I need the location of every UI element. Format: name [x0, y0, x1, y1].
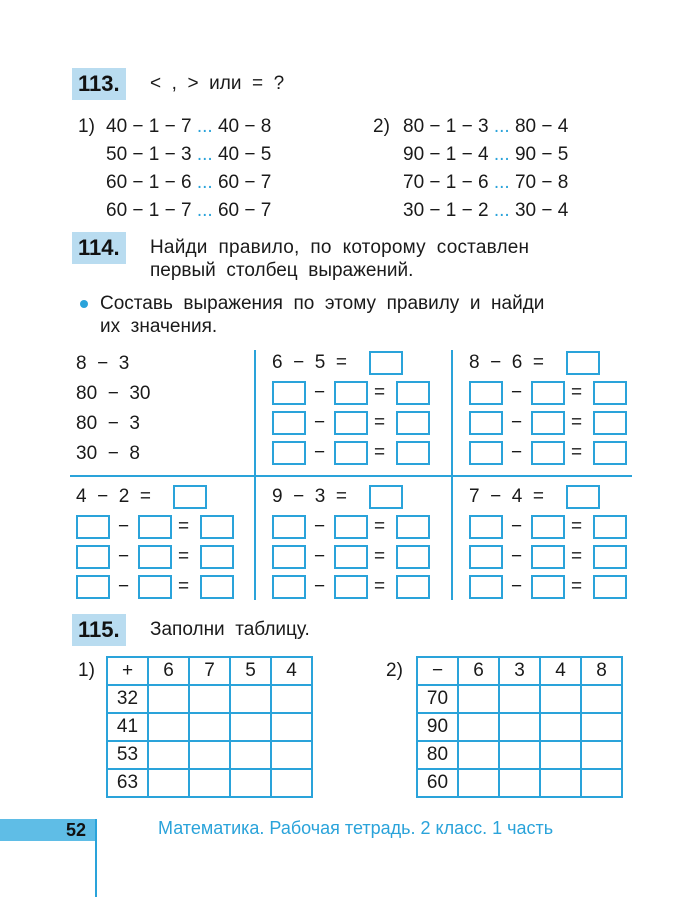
expression-left: 90 − 1 − 4 — [403, 144, 489, 165]
table-answer-cell[interactable] — [148, 741, 189, 769]
equals-sign: = — [178, 576, 190, 597]
input-box-subtrahend[interactable] — [334, 411, 368, 435]
cell-expression: 8 − 6 = — [469, 352, 544, 373]
minus-sign: − — [118, 516, 130, 537]
task-114-number: 114. — [72, 232, 126, 264]
minus-sign: − — [118, 546, 130, 567]
table-1 — [106, 656, 313, 798]
input-box-subtrahend[interactable] — [334, 515, 368, 539]
equals-sign: = — [571, 516, 583, 537]
input-box-minuend[interactable] — [272, 515, 306, 539]
input-box-minuend[interactable] — [469, 575, 503, 599]
cell-expression: 4 − 2 = — [76, 486, 151, 507]
comparison-placeholder[interactable]: ... — [196, 144, 213, 165]
input-box-subtrahend[interactable] — [138, 515, 172, 539]
input-box-subtrahend[interactable] — [138, 575, 172, 599]
input-box-minuend[interactable] — [469, 441, 503, 465]
table-row-header: 41 — [107, 713, 148, 741]
table-answer-cell[interactable] — [458, 713, 499, 741]
comparison-placeholder[interactable]: ... — [493, 116, 510, 137]
table-answer-cell[interactable] — [189, 741, 230, 769]
task-114-bullet-line2: их значения. — [100, 316, 218, 337]
task-113-prompt: < , > или = ? — [150, 73, 285, 94]
table-answer-cell[interactable] — [230, 685, 271, 713]
table-answer-cell[interactable] — [540, 769, 581, 797]
table-answer-cell[interactable] — [271, 741, 312, 769]
input-box-result[interactable] — [396, 381, 430, 405]
minus-sign: − — [314, 576, 326, 597]
sample-expression: 30 − 8 — [76, 443, 140, 464]
equals-sign: = — [571, 546, 583, 567]
expression-left: 50 − 1 − 3 — [106, 144, 192, 165]
minus-sign: − — [314, 442, 326, 463]
table-answer-cell[interactable] — [271, 713, 312, 741]
expression-left: 70 − 1 − 6 — [403, 172, 489, 193]
expression-right: 40 − 8 — [217, 116, 272, 137]
equals-sign: = — [374, 546, 386, 567]
input-box-result[interactable] — [200, 575, 234, 599]
table-answer-cell[interactable] — [148, 685, 189, 713]
table-answer-cell[interactable] — [499, 769, 540, 797]
table-answer-cell[interactable] — [540, 713, 581, 741]
answer-box[interactable] — [369, 485, 403, 509]
minus-sign: − — [314, 516, 326, 537]
task-113-col2-row — [403, 114, 568, 140]
minus-sign: − — [511, 546, 523, 567]
table-row-header: 80 — [417, 741, 458, 769]
input-box-minuend[interactable] — [469, 545, 503, 569]
task-113-col2-row — [403, 170, 568, 196]
table-row-header: 60 — [417, 769, 458, 797]
task-113-number: 113. — [72, 68, 126, 100]
equals-sign: = — [374, 516, 386, 537]
table-2-label: 2) — [386, 660, 403, 681]
task-115-prompt: Заполни таблицу. — [150, 619, 310, 640]
table-answer-cell[interactable] — [271, 769, 312, 797]
input-box-minuend[interactable] — [272, 575, 306, 599]
table-answer-cell[interactable] — [230, 741, 271, 769]
equals-sign: = — [178, 546, 190, 567]
answer-box[interactable] — [369, 351, 403, 375]
equals-sign: = — [571, 576, 583, 597]
input-box-result[interactable] — [396, 441, 430, 465]
table-answer-cell[interactable] — [499, 741, 540, 769]
input-box-result[interactable] — [396, 411, 430, 435]
input-box-subtrahend[interactable] — [531, 515, 565, 539]
sample-expression: 80 − 30 — [76, 383, 151, 404]
table-operator: − — [417, 657, 458, 685]
cell-expression: 6 − 5 = — [272, 352, 347, 373]
comparison-placeholder[interactable]: ... — [493, 200, 510, 221]
table-answer-cell[interactable] — [458, 685, 499, 713]
table-answer-cell[interactable] — [499, 713, 540, 741]
input-box-subtrahend[interactable] — [531, 411, 565, 435]
input-box-subtrahend[interactable] — [531, 441, 565, 465]
input-box-result[interactable] — [396, 545, 430, 569]
expression-left: 80 − 1 − 3 — [403, 116, 489, 137]
comparison-placeholder[interactable]: ... — [196, 116, 213, 137]
expression-right: 60 − 7 — [217, 172, 272, 193]
table-2 — [416, 656, 623, 798]
input-box-subtrahend[interactable] — [138, 545, 172, 569]
expression-right: 90 − 5 — [514, 144, 569, 165]
bullet-icon — [80, 300, 88, 308]
sample-expression: 80 − 3 — [76, 413, 140, 434]
input-box-minuend[interactable] — [272, 441, 306, 465]
input-box-minuend[interactable] — [76, 575, 110, 599]
table-column-header: 4 — [271, 657, 312, 685]
input-box-subtrahend[interactable] — [531, 575, 565, 599]
task-114-text-line1: Найди правило, по которому составлен — [150, 237, 530, 258]
table-1-label: 1) — [78, 660, 95, 681]
input-box-subtrahend[interactable] — [531, 545, 565, 569]
expression-right: 30 − 4 — [514, 200, 569, 221]
table-row-header: 32 — [107, 685, 148, 713]
task-113-col1-row — [106, 142, 271, 168]
input-box-subtrahend[interactable] — [334, 381, 368, 405]
input-box-result[interactable] — [593, 575, 627, 599]
input-box-result[interactable] — [396, 515, 430, 539]
table-answer-cell[interactable] — [581, 685, 622, 713]
cell-expression: 7 − 4 = — [469, 486, 544, 507]
task-115-number: 115. — [72, 614, 126, 646]
table-row-header: 70 — [417, 685, 458, 713]
input-box-minuend[interactable] — [469, 515, 503, 539]
minus-sign: − — [314, 546, 326, 567]
minus-sign: − — [511, 412, 523, 433]
task-113-col1-row — [106, 198, 271, 224]
table-answer-cell[interactable] — [271, 685, 312, 713]
answer-box[interactable] — [566, 485, 600, 509]
task-113-col1-row — [106, 114, 271, 140]
table-answer-cell[interactable] — [540, 741, 581, 769]
table-row-header: 53 — [107, 741, 148, 769]
table-answer-cell[interactable] — [581, 769, 622, 797]
expression-right: 80 − 4 — [514, 116, 569, 137]
input-box-minuend[interactable] — [272, 545, 306, 569]
table-answer-cell[interactable] — [189, 685, 230, 713]
task-113-col1-label: 1) — [78, 116, 95, 137]
comparison-placeholder[interactable]: ... — [196, 172, 213, 193]
expression-left: 40 − 1 − 7 — [106, 116, 192, 137]
minus-sign: − — [511, 516, 523, 537]
expression-right: 70 − 8 — [514, 172, 569, 193]
input-box-result[interactable] — [593, 441, 627, 465]
table-row-header: 90 — [417, 713, 458, 741]
input-box-subtrahend[interactable] — [334, 575, 368, 599]
grid-divider-horizontal — [70, 475, 632, 477]
expression-left: 60 − 1 − 7 — [106, 200, 192, 221]
cell-expression: 9 − 3 = — [272, 486, 347, 507]
table-operator: + — [107, 657, 148, 685]
equals-sign: = — [571, 382, 583, 403]
input-box-result[interactable] — [593, 381, 627, 405]
input-box-minuend[interactable] — [469, 381, 503, 405]
table-answer-cell[interactable] — [581, 741, 622, 769]
equals-sign: = — [374, 442, 386, 463]
input-box-minuend[interactable] — [76, 515, 110, 539]
table-answer-cell[interactable] — [499, 685, 540, 713]
equals-sign: = — [178, 516, 190, 537]
expression-right: 40 − 5 — [217, 144, 272, 165]
minus-sign: − — [511, 382, 523, 403]
task-114-bullet-line1: Составь выражения по этому правилу и найди — [100, 293, 545, 314]
answer-box[interactable] — [173, 485, 207, 509]
comparison-placeholder[interactable]: ... — [493, 172, 510, 193]
minus-sign: − — [118, 576, 130, 597]
expression-right: 60 − 7 — [217, 200, 272, 221]
comparison-placeholder[interactable]: ... — [196, 200, 213, 221]
table-answer-cell[interactable] — [458, 741, 499, 769]
book-title: Математика. Рабочая тетрадь. 2 класс. 1 часть — [158, 818, 554, 838]
minus-sign: − — [314, 412, 326, 433]
input-box-minuend[interactable] — [272, 411, 306, 435]
task-113-col2-row — [403, 142, 568, 168]
input-box-subtrahend[interactable] — [531, 381, 565, 405]
table-answer-cell[interactable] — [581, 713, 622, 741]
input-box-minuend[interactable] — [76, 545, 110, 569]
footer-divider — [95, 819, 97, 897]
equals-sign: = — [374, 412, 386, 433]
table-column-header: 7 — [189, 657, 230, 685]
input-box-result[interactable] — [593, 515, 627, 539]
table-answer-cell[interactable] — [230, 713, 271, 741]
page-number: 52 — [66, 820, 87, 840]
input-box-minuend[interactable] — [469, 411, 503, 435]
task-113-col2-label: 2) — [373, 116, 390, 137]
equals-sign: = — [571, 442, 583, 463]
input-box-subtrahend[interactable] — [334, 545, 368, 569]
table-column-header: 4 — [540, 657, 581, 685]
sample-expression: 8 − 3 — [76, 353, 130, 374]
table-column-header: 8 — [581, 657, 622, 685]
input-box-result[interactable] — [593, 411, 627, 435]
table-answer-cell[interactable] — [189, 713, 230, 741]
equals-sign: = — [571, 412, 583, 433]
table-answer-cell[interactable] — [540, 685, 581, 713]
table-column-header: 5 — [230, 657, 271, 685]
task-114-text-line2: первый столбец выражений. — [150, 260, 414, 281]
task-113-col2-row — [403, 198, 568, 224]
task-113-col1-row — [106, 170, 271, 196]
minus-sign: − — [511, 442, 523, 463]
input-box-result[interactable] — [396, 575, 430, 599]
input-box-result[interactable] — [593, 545, 627, 569]
input-box-minuend[interactable] — [272, 381, 306, 405]
answer-box[interactable] — [566, 351, 600, 375]
minus-sign: − — [314, 382, 326, 403]
equals-sign: = — [374, 576, 386, 597]
table-column-header: 6 — [458, 657, 499, 685]
table-row-header: 63 — [107, 769, 148, 797]
table-answer-cell[interactable] — [458, 769, 499, 797]
expression-left: 60 − 1 − 6 — [106, 172, 192, 193]
expression-left: 30 − 1 − 2 — [403, 200, 489, 221]
table-column-header: 3 — [499, 657, 540, 685]
input-box-result[interactable] — [200, 515, 234, 539]
table-answer-cell[interactable] — [230, 769, 271, 797]
table-answer-cell[interactable] — [148, 769, 189, 797]
equals-sign: = — [374, 382, 386, 403]
comparison-placeholder[interactable]: ... — [493, 144, 510, 165]
input-box-subtrahend[interactable] — [334, 441, 368, 465]
minus-sign: − — [511, 576, 523, 597]
table-column-header: 6 — [148, 657, 189, 685]
table-answer-cell[interactable] — [189, 769, 230, 797]
input-box-result[interactable] — [200, 545, 234, 569]
table-answer-cell[interactable] — [148, 713, 189, 741]
